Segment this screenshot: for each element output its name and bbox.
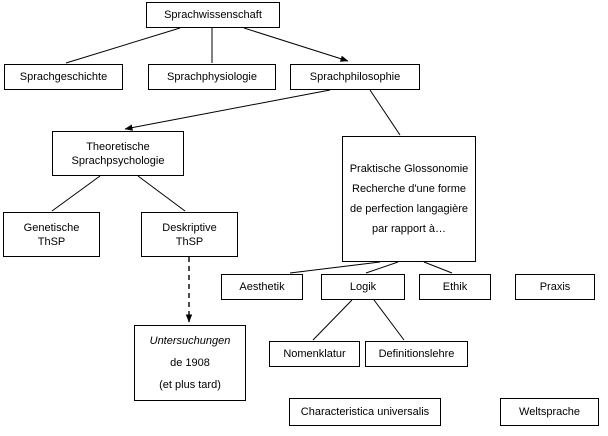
- node-genetische-thsp[interactable]: [3, 212, 100, 257]
- edge-sprachwissenschaft-sprachphilosophie: [244, 28, 348, 61]
- node-label: Aesthetik: [239, 281, 285, 293]
- node-praxis[interactable]: [515, 274, 595, 300]
- node-label-line-2: Sprachpsychologie: [71, 154, 165, 167]
- node-label-line-2: ThSP: [175, 235, 204, 248]
- node-label: Nomenklatur: [283, 348, 346, 360]
- node-sprachgeschichte[interactable]: [4, 64, 123, 90]
- node-nomenklatur[interactable]: [269, 341, 360, 367]
- node-definitionslehre[interactable]: [365, 341, 468, 367]
- edge-sprachphilosophie-theoretische: [125, 90, 330, 129]
- node-label: Logik: [349, 281, 377, 293]
- node-characteristica-universalis[interactable]: [289, 398, 441, 426]
- node-label: Weltsprache: [519, 406, 580, 418]
- edge-theoretische-deskriptive: [138, 176, 185, 211]
- node-label: Sprachphilosophie: [309, 71, 401, 83]
- node-label: Sprachwissenschaft: [164, 9, 262, 21]
- node-weltsprache[interactable]: [500, 398, 599, 426]
- node-label-line-2: ThSP: [37, 235, 66, 248]
- node-label-line-2: de 1908: [170, 357, 210, 369]
- edge-praktische-aesthetik: [290, 262, 380, 273]
- node-label-line-1: Genetische: [23, 221, 80, 234]
- node-label-line-3: (et plus tard): [159, 379, 221, 391]
- node-sprachphysiologie[interactable]: [148, 64, 276, 90]
- node-label: Praxis: [539, 281, 571, 293]
- edge-logik-nomenklatur: [313, 300, 352, 340]
- edge-sprachphilosophie-praktische: [370, 90, 400, 135]
- node-label-line-1: Deskriptive: [162, 221, 217, 234]
- node-praktische-glossonomie[interactable]: [342, 136, 476, 262]
- node-label: Ethik: [442, 281, 468, 293]
- node-label: Sprachphysiologie: [167, 71, 257, 83]
- node-label-line-2: Recherche d'une forme: [352, 183, 466, 195]
- node-sprachphilosophie[interactable]: [290, 64, 420, 90]
- node-label-line-3: de perfection langagière: [349, 203, 469, 215]
- node-label-line-1: Untersuchungen: [149, 335, 231, 347]
- node-theoretische-sprachpsychologie[interactable]: [52, 131, 184, 176]
- node-label-line-1: Theoretische: [86, 140, 150, 153]
- node-logik[interactable]: [321, 274, 405, 300]
- node-label-line-1: Praktische Glossonomie: [349, 163, 469, 175]
- node-label-line-4: par rapport à…: [372, 223, 446, 235]
- edge-praktische-ethik: [424, 262, 452, 273]
- node-ethik[interactable]: [419, 274, 491, 300]
- node-sprachwissenschaft[interactable]: [146, 2, 280, 28]
- edge-logik-definitionslehre: [374, 300, 404, 340]
- node-label: Characteristica universalis: [300, 406, 430, 418]
- edge-sprachwissenschaft-sprachgeschichte: [66, 28, 180, 63]
- node-untersuchungen[interactable]: [134, 325, 246, 401]
- node-label: Definitionslehre: [378, 348, 455, 360]
- node-aesthetik[interactable]: [221, 274, 303, 300]
- node-label: Sprachgeschichte: [19, 71, 108, 83]
- node-deskriptive-thsp[interactable]: [141, 212, 238, 257]
- edge-praktische-logik: [366, 262, 398, 273]
- edge-theoretische-genetische: [52, 176, 100, 211]
